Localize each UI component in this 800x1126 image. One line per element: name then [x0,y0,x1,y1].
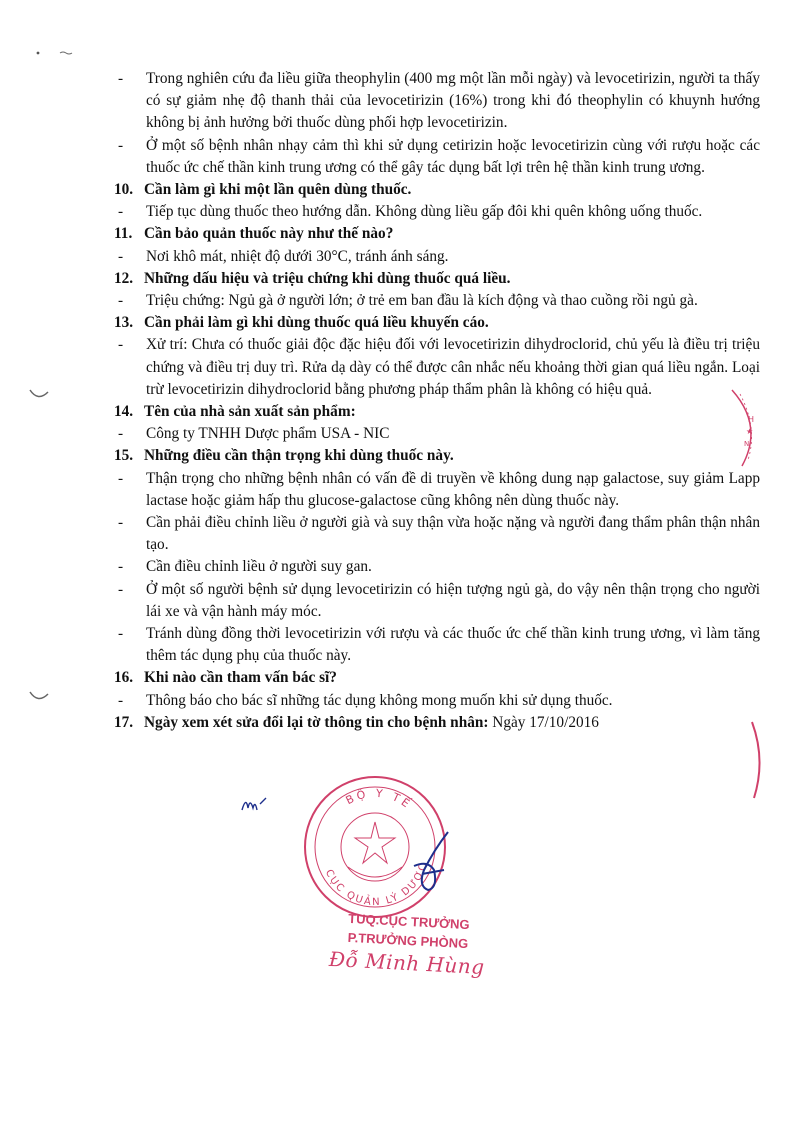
bullet-marker: - [118,514,124,532]
bullet-text: Tránh dùng đồng thời levocetirizin với rượu và các thuốc ức chế thần kinh trung ương, vì làm tăng thêm tác dụng phụ của thuốc này. [146,625,760,665]
signatory-name: Đỗ Minh Hùng [328,946,486,980]
bullet-marker: - [118,136,124,154]
svg-text:CỤC QUẢN LÝ DƯỢC: CỤC QUẢN LÝ DƯỢC [322,860,430,909]
section-number: 11. [114,225,133,243]
bullet-marker: - [118,469,124,487]
bullet-text: Ở một số bệnh nhân nhạy cảm thì khi sử dụng cetirizin hoặc levocetirizin cùng với rượu hoặc các thuốc ức chế thần kinh trung ương có thể gây tác dụng bất lợi trên hệ thần kinh trung ương. [146,136,760,176]
bullet-text: Cần điều chỉnh liều ở người suy gan. [146,558,372,576]
section-number: 12. [114,269,134,287]
section-heading [114,179,760,201]
bullet-marker: - [118,625,124,643]
section-number: 10. [114,181,134,199]
bullet-text: Ở một số người bệnh sử dụng levocetirizin có hiện tượng ngủ gà, do vậy nên thận trọng cho người lái xe và vận hành máy móc. [146,580,760,620]
bullet-item [118,334,760,401]
bullet-marker: - [118,70,124,87]
bullet-marker: - [118,580,124,598]
section-number: 17. [114,713,134,731]
bullet-item [118,579,760,623]
approval-signature-block [328,908,488,980]
bullet-text: Trong nghiên cứu đa liều giữa theophylin (400 mg một lần mỗi ngày) và levocetirizin, người ta thấy có sự giảm nhẹ độ thanh thải của levocetirizin (16%) trong khi đó theophylin có khuynh hướng không bị ảnh hưởng bởi thuốc dùng phối hợp levocetirizin. [146,70,760,132]
bullet-text: Thông báo cho bác sĩ những tác dụng không mong muốn khi sử dụng thuốc. [146,691,613,709]
bullet-item [118,468,760,512]
section-title: Cần bảo quản thuốc này như thế nào? [144,225,394,243]
bullet-item [118,623,760,667]
bullet-marker: - [118,203,124,221]
svg-text:N: N [744,440,750,448]
section-number: 15. [114,447,134,465]
bullet-item [118,512,760,556]
bullet-item [118,423,760,445]
approval-subtitle: P.TRƯỞNG PHÒNG [347,929,469,952]
partial-stamp [718,388,768,468]
section-heading [114,268,760,290]
punch-hole-mark [28,690,50,704]
revision-date: Ngày 17/10/2016 [492,713,599,731]
margin-mark [748,720,768,800]
bullet-item [118,556,760,578]
section-heading [114,401,760,423]
bullet-marker: - [118,425,124,443]
initials-signature [240,794,268,816]
section-heading [114,445,760,467]
bullet-item [118,246,760,268]
section-number: 13. [114,314,134,332]
bullet-text: Công ty TNHH Dược phẩm USA - NIC [146,425,390,443]
section-title: Những dấu hiệu và triệu chứng khi dùng thuốc quá liều. [144,269,511,287]
handwritten-signature [404,830,454,900]
section-title: Cần phải làm gì khi dùng thuốc quá liều khuyến cáo. [144,314,489,332]
bullet-marker: - [118,292,124,310]
bullet-marker: - [118,558,124,576]
bullet-item [118,68,760,135]
bullet-text: Cần phải điều chỉnh liều ở người già và suy thận vừa hoặc nặng và người đang thẩm phân thận nhân tạo. [146,514,760,554]
bullet-text: Thận trọng cho những bệnh nhân có vấn đề di truyền về không dung nạp galactose, suy giảm Lapp lactase hoặc giảm hấp thu glucose-galactose cũng không nên dùng thuốc này. [146,469,760,509]
svg-text:★: ★ [746,427,754,436]
bullet-marker: - [118,336,124,354]
bullet-marker: - [118,691,124,709]
section-number: 14. [114,403,134,421]
section-title: Tên của nhà sản xuất sản phẩm: [144,403,356,421]
scan-mark [34,44,84,52]
bullet-item [118,201,760,223]
bullet-text: Nơi khô mát, nhiệt độ dưới 30°C, tránh ánh sáng. [146,247,449,265]
bullet-item [118,290,760,312]
section-heading [114,223,760,245]
section-title: Những điều cần thận trọng khi dùng thuốc này. [144,447,454,465]
punch-hole-mark [28,388,50,402]
approval-title: TUQ.CỤC TRƯỞNG [347,910,471,933]
section-title: Ngày xem xét sửa đổi lại tờ thông tin cho bệnh nhân: [144,713,489,731]
bullet-text: Triệu chứng: Ngủ gà ở người lớn; ở trẻ em ban đầu là kích động và thao cuồng rồi ngủ gà. [146,292,698,310]
bullet-text: Xử trí: Chưa có thuốc giải độc đặc hiệu đối với levocetirizin dihydroclorid, chủ yếu là điều trị triệu chứng và điều trị duy trì. Rửa dạ dày có thể được cân nhắc nếu khoảng thời gian quá liều ngắn. Loại trừ levocetirizin dihydroclorid bằng phương pháp thẩm phân là không có hiệu quả. [146,336,760,398]
svg-text:BỘ Y TẾ: BỘ Y TẾ [343,786,415,812]
section-heading [114,667,760,689]
section-number: 16. [114,669,134,687]
document-body [114,68,760,734]
section-heading [114,312,760,334]
bullet-item [118,690,760,712]
bullet-text: Tiếp tục dùng thuốc theo hướng dẫn. Không dùng liều gấp đôi khi quên không uống thuốc. [146,203,703,221]
bullet-item [118,135,760,179]
section-title: Cần làm gì khi một lần quên dùng thuốc. [144,181,412,199]
svg-text:H: H [748,415,755,424]
section-heading [114,712,760,734]
section-title: Khi nào cần tham vấn bác sĩ? [144,669,337,687]
bullet-marker: - [118,247,124,265]
